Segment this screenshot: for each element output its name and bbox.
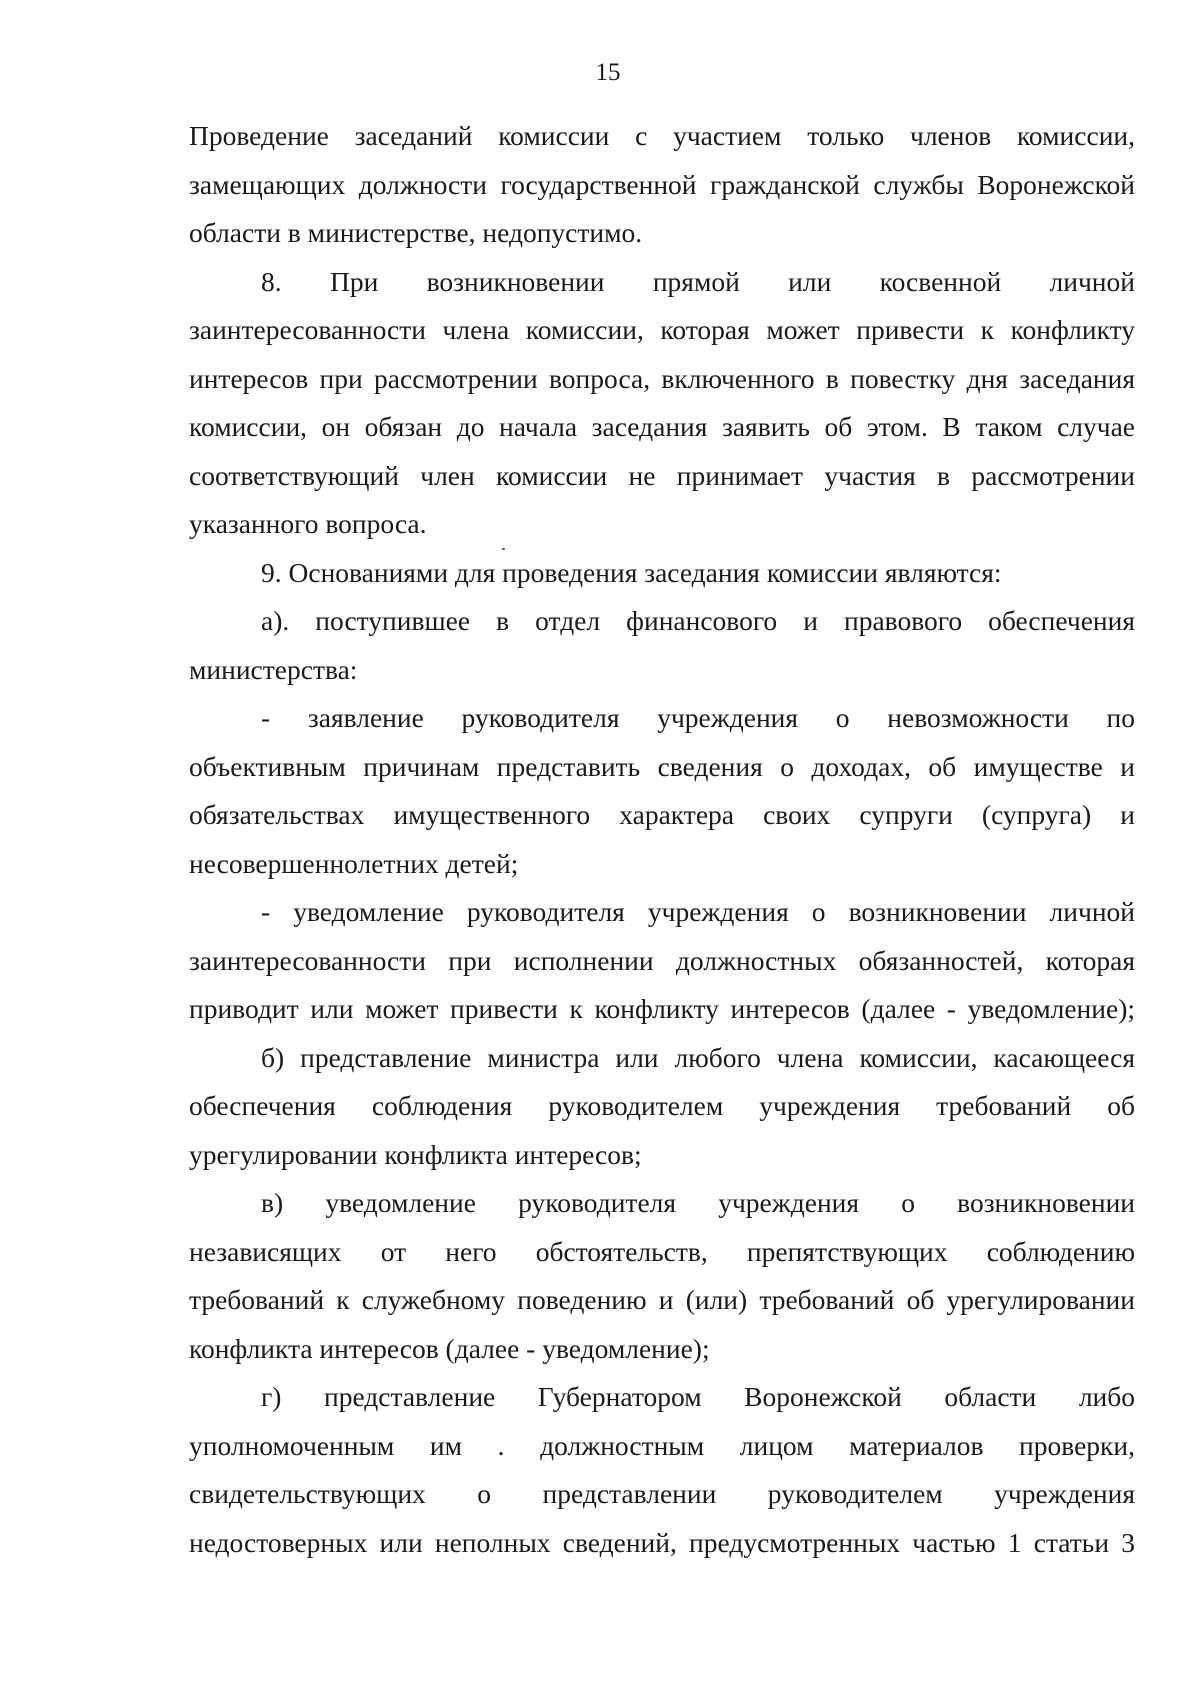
document-body bbox=[189, 112, 1135, 1567]
text-line: 9. Основаниями для проведения заседания комиссии являются: bbox=[261, 556, 1002, 588]
text-line: указанного вопроса. bbox=[189, 508, 427, 539]
text-line: - уведомление руководителя учреждения о возникновении личной bbox=[261, 896, 1135, 927]
text-line: приводит или может привести к конфликту интересов (далее - уведомление); bbox=[189, 993, 1135, 1024]
text-line: заинтересованности члена комиссии, которая может привести к конфликту bbox=[189, 314, 1135, 345]
text-line: интересов при рассмотрении вопроса, включенного в повестку дня заседания bbox=[189, 362, 1135, 394]
text-line: в) уведомление руководителя учреждения о возникновении bbox=[261, 1187, 1135, 1218]
text-line: 8. При возникновении прямой или косвенной личной bbox=[261, 265, 1135, 297]
text-line: г) представление Губернатором Воронежской области либо bbox=[261, 1381, 1135, 1412]
text-line: требований к служебному поведению и (или) требований об урегулировании bbox=[189, 1284, 1135, 1315]
text-line: б) представление министра или любого члена комиссии, касающееся bbox=[261, 1041, 1135, 1073]
text-line: Проведение заседаний комиссии с участием только членов комиссии, bbox=[189, 120, 1135, 151]
text-line: - заявление руководителя учреждения о невозможности по bbox=[261, 702, 1135, 733]
text-line: комиссии, он обязан до начала заседания заявить об этом. В таком случае bbox=[189, 411, 1135, 442]
text-line: обеспечения соблюдения руководителем учреждения требований об bbox=[189, 1090, 1135, 1121]
text-line: независящих от него обстоятельств, препятствующих соблюдению bbox=[189, 1235, 1135, 1267]
text-line: соответствующий член комиссии не принимает участия в рассмотрении bbox=[189, 459, 1135, 491]
text-line: замещающих должности государственной гражданской службы Воронежской bbox=[189, 168, 1135, 200]
text-line: уполномоченным им . должностным лицом материалов проверки, bbox=[189, 1429, 1135, 1461]
text-line: конфликта интересов (далее - уведомление); bbox=[189, 1332, 710, 1364]
text-line: недостоверных или неполных сведений, предусмотренных частью 1 статьи 3 bbox=[189, 1526, 1135, 1558]
text-line: министерства: bbox=[189, 653, 358, 685]
text-line: свидетельствующих о представлении руководителем учреждения bbox=[189, 1478, 1135, 1509]
text-line: обязательствах имущественного характера своих супруги (супруга) и bbox=[189, 799, 1135, 830]
text-line: несовершеннолетних детей; bbox=[189, 847, 519, 879]
text-line: области в министерстве, недопустимо. bbox=[189, 217, 643, 248]
text-line: а). поступившее в отдел финансового и правового обеспечения bbox=[261, 605, 1135, 636]
text-line: объективным причинам представить сведения о доходах, об имуществе и bbox=[189, 750, 1135, 782]
text-line: заинтересованности при исполнении должностных обязанностей, которая bbox=[189, 944, 1135, 976]
text-line: урегулировании конфликта интересов; bbox=[189, 1138, 642, 1170]
page-number: 15 bbox=[595, 59, 621, 86]
